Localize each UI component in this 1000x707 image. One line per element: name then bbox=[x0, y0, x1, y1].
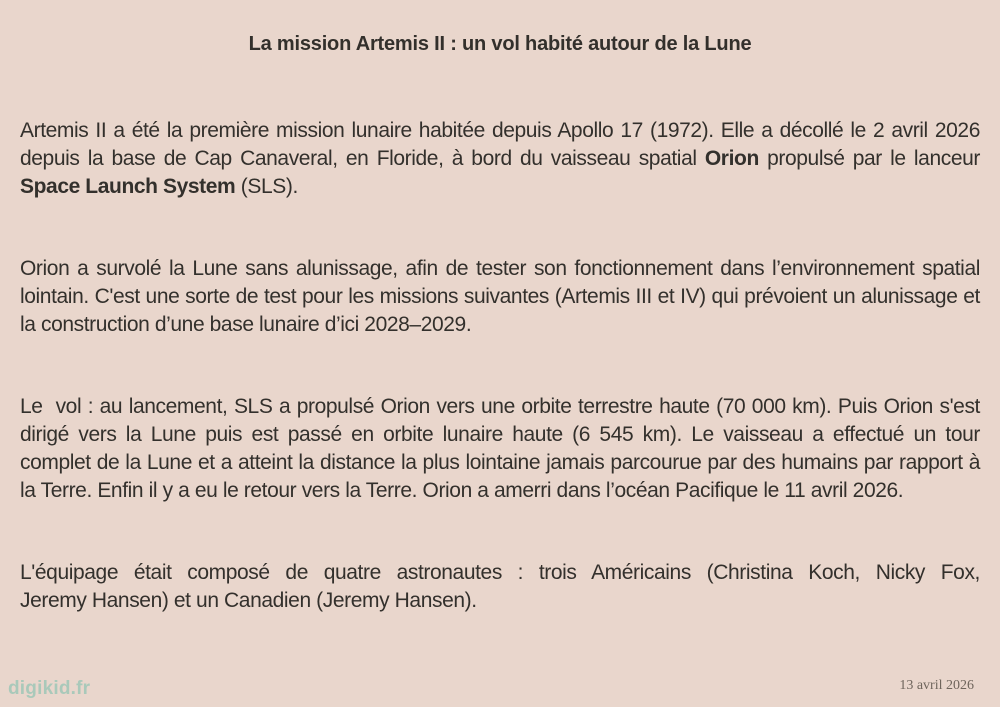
orion-bold-text: Orion bbox=[704, 147, 759, 170]
paragraph-text: Artemis II a été la première mission lunaire habitée depuis Apollo 17 (1972). Elle a décollé le 2 avril 2026 depuis la base de Cap Canaveral, en Floride, à bord du vaisseau spatial bbox=[20, 119, 980, 170]
page-title: La mission Artemis II : un vol habité autour de la Lune bbox=[248, 33, 752, 55]
paragraph-flight-profile: Le vol : au lancement, SLS a propulsé Orion vers une orbite terrestre haute (70 000 km). Puis Orion s'est dirigé vers la Lune puis est passé en orbite lunaire haute (6 545 km). Le vaisseau a effectué un tour complet de la Lune et a atteint la distance la plus lointaine jamais parcourue par des humains par rapport à la Terre. Enfin il y a eu le retour vers la Terre. Orion a amerri dans l’océan Pacifique le 11 avril 2026. bbox=[20, 395, 980, 502]
paragraph-intro-launch bbox=[20, 117, 980, 201]
paragraph-text: propulsé par le lanceur bbox=[758, 147, 980, 170]
paragraph-lunar-flyby: Orion a survolé la Lune sans alunissage, afin de tester son fonctionnement dans l’environnement spatial lointain. C'est une sorte de test pour les missions suivantes (Artemis III et IV) qui prévoient un alunissage et la construction d’une base lunaire d’ici 2028–2029. bbox=[20, 257, 980, 336]
paragraph-crew: L'équipage était composé de quatre astronautes : trois Américains (Christina Koch, Nicky Fox, Jeremy Hansen) et un Canadien (Jeremy Hansen). bbox=[20, 561, 980, 612]
footer-date: 13 avril 2026 bbox=[899, 678, 974, 693]
article-body bbox=[0, 117, 1000, 615]
sls-bold-text: Space Launch System bbox=[20, 175, 236, 198]
paragraph-text: (SLS). bbox=[235, 175, 298, 198]
digikid-logo: digikid.fr bbox=[8, 678, 91, 699]
